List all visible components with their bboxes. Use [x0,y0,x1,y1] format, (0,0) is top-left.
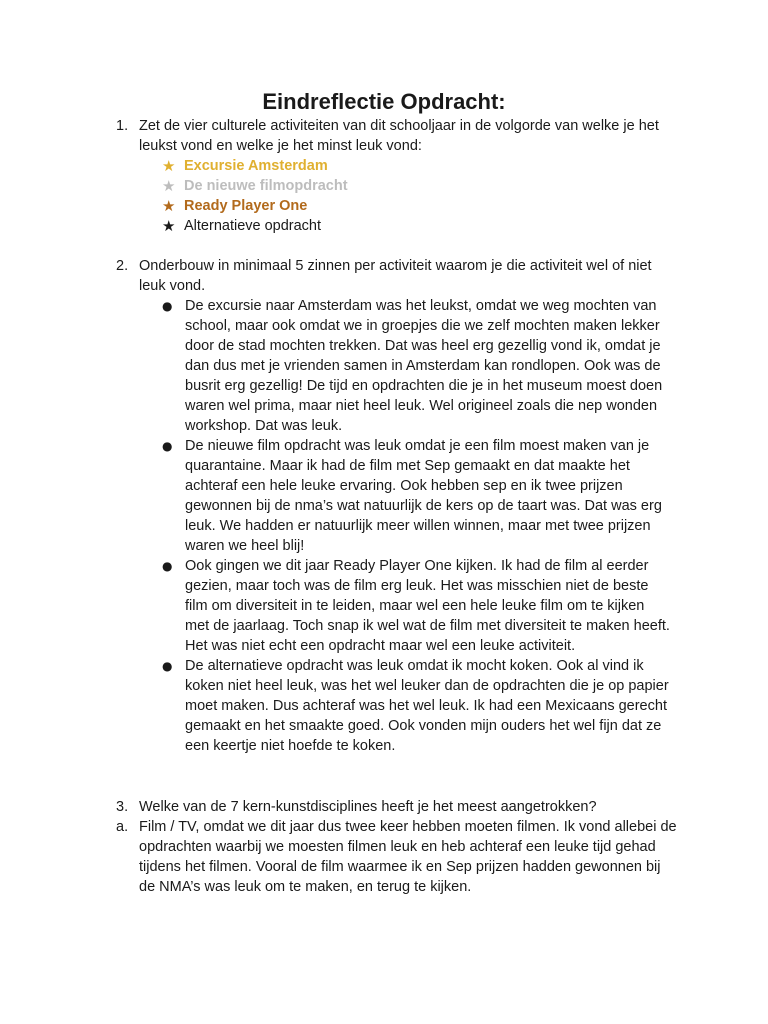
ranking-label: Ready Player One [184,198,308,214]
question-number: 2. [116,258,129,274]
bullet-icon: ● [162,439,173,453]
ranking-label: De nieuwe filmopdracht [184,178,348,194]
ranking-item [162,196,662,216]
question-number: 1. [116,118,129,134]
star-icon: ★ [162,217,176,235]
answer-bullet [162,556,672,656]
answer-bullet [162,296,672,436]
star-icon: ★ [162,157,176,175]
ranking-label: Excursie Amsterdam [184,158,328,174]
answer-text: Film / TV, omdat we dit jaar dus twee keer hebben moeten filmen. Ik vond allebei de opdrachten waarbij we moesten filmen leuk en heb achteraf een leuke tijd gehad tijdens het filmen. Vooral de film waarmee ik en Sep prijzen hadden gewonnen bij de NMA’s was leuk om te maken, en terug te kijken. [139,819,677,895]
bullet-icon: ● [162,659,173,673]
answer-bullet [162,436,672,556]
question-text: Welke van de 7 kern-kunstdisciplines heeft je het meest aangetrokken? [139,799,597,815]
answer-bullet-list [162,296,672,756]
ranking-list [162,156,662,236]
answer-bullet [162,656,672,756]
bullet-text: Ook gingen we dit jaar Ready Player One kijken. Ik had de film al eerder gezien, maar toch was de film erg leuk. Het was misschien niet de beste film om diversiteit in te leiden, maar wel een hele leuke film om te kijken met de jaarlaag. Toch snap ik wel wat de film met diversiteit te maken heeft. Het was niet echt een opdracht maar wel een leuke activiteit. [185,558,670,654]
star-icon: ★ [162,197,176,215]
question-text: Zet de vier culturele activiteiten van dit schooljaar in de volgorde van welke je het leukst vond en welke je het minst leuk vond: [139,118,659,154]
answer-letter: a. [116,819,129,835]
page-title: Eindreflectie Opdracht: [262,89,506,114]
bullet-text: De excursie naar Amsterdam was het leukst, omdat we weg mochten van school, maar ook omdat we in groepjes die we zelf mochten maken lekker door de stad mochten trekken. Dat was heel erg gezellig vond ik, omdat je dan dus met je vrienden samen in Amsterdam kan rondlopen. Ook was de busrit erg gezellig! De tijd en opdrachten die je in het museum moest doen waren wel prima, maar niet heel leuk. Wel origineel zoals die nep wonden workshop. Dat was leuk. [185,298,663,434]
bullet-icon: ● [162,559,173,573]
bullet-icon: ● [162,299,173,313]
ranking-item [162,156,662,176]
bullet-text: De nieuwe film opdracht was leuk omdat je een film moest maken van je quarantaine. Maar ik had de film met Sep gemaakt en dat maakte het achteraf een hele leuke ervaring. Ook hebben sep en ik twee prijzen gewonnen bij de nma’s wat natuurlijk de kers op de taart was. Dat was erg leuk. We hadden er natuurlijk meer willen winnen, maar met twee prijzen waren we heel blij! [185,438,662,554]
star-icon: ★ [162,177,176,195]
ranking-label: Alternatieve opdracht [184,218,322,234]
question-text: Onderbouw in minimaal 5 zinnen per activiteit waarom je die activiteit wel of niet leuk vond. [139,258,652,294]
ranking-item [162,216,662,236]
bullet-text: De alternatieve opdracht was leuk omdat ik mocht koken. Ook al vind ik koken niet heel leuk, was het wel leuker dan de opdrachten die je op papier moet maken. Dus achteraf was het wel leuk. Ik had een Mexicaans gerecht gemaakt en het smaakte goed. Ook vonden mijn ouders het wel fijn dat ze een keertje niet hoefde te koken. [185,658,669,754]
ranking-item [162,176,662,196]
question-number: 3. [116,799,129,815]
